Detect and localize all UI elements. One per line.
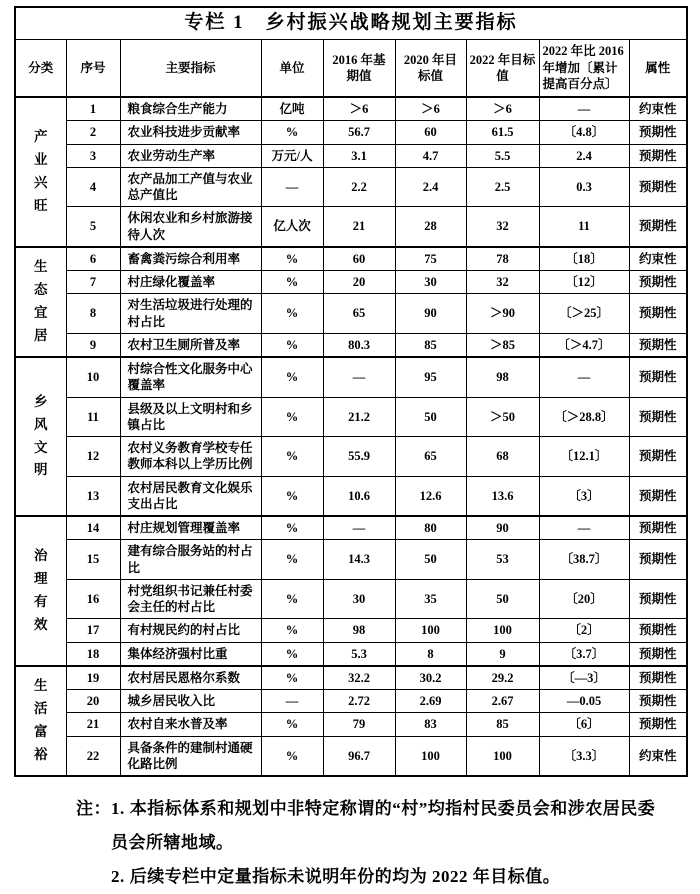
category-label: 治理有效 [34,548,48,632]
attribute-cell: 预期性 [629,690,687,713]
attribute-cell: 预期性 [629,713,687,736]
v2022-cell: 50 [466,579,539,619]
table-row [15,516,687,540]
increase-cell: — [539,97,629,121]
indicator-cell: 有村规民约的村占比 [120,619,261,642]
unit-cell: % [261,579,323,619]
v2020-cell: 4.7 [395,144,466,167]
unit-cell: % [261,540,323,580]
attribute-cell: 预期性 [629,579,687,619]
no-cell: 5 [66,207,120,247]
table-row [15,540,687,580]
v2016-cell: 65 [323,294,395,334]
no-cell: 13 [66,476,120,516]
v2016-cell: 98 [323,619,395,642]
increase-cell: 〔2〕 [539,619,629,642]
increase-cell: 0.3 [539,167,629,207]
no-cell: 3 [66,144,120,167]
unit-cell: % [261,294,323,334]
indicator-cell: 畜禽粪污综合利用率 [120,247,261,271]
unit-cell: — [261,690,323,713]
v2016-cell: 79 [323,713,395,736]
table-row [15,397,687,437]
attribute-cell: 预期性 [629,207,687,247]
notes-list [111,792,667,894]
increase-cell: 〔—3〕 [539,666,629,690]
increase-cell: — [539,357,629,397]
col-header-2016-base: 2016 年基期值 [323,39,395,97]
indicator-cell: 农业劳动生产率 [120,144,261,167]
v2020-cell: 100 [395,619,466,642]
no-cell: 15 [66,540,120,580]
indicator-cell: 建有综合服务站的村占比 [120,540,261,580]
unit-cell: % [261,516,323,540]
indicator-cell: 农村居民教育文化娱乐支出占比 [120,476,261,516]
unit-cell: 亿吨 [261,97,323,121]
indicator-cell: 村党组织书记兼任村委会主任的村占比 [120,579,261,619]
v2022-cell: 85 [466,713,539,736]
category-label: 乡风文明 [34,393,48,478]
attribute-cell: 约束性 [629,97,687,121]
v2016-cell: — [323,357,395,397]
v2016-cell: 96.7 [323,736,395,776]
increase-cell: 〔6〕 [539,713,629,736]
v2020-cell: 85 [395,333,466,357]
v2022-cell: 53 [466,540,539,580]
unit-cell: % [261,713,323,736]
v2022-cell: 100 [466,736,539,776]
v2020-cell: 90 [395,294,466,334]
v2016-cell: 21 [323,207,395,247]
v2016-cell: 2.2 [323,167,395,207]
table-row [15,476,687,516]
v2016-cell: 60 [323,247,395,271]
indicator-cell: 城乡居民收入比 [120,690,261,713]
unit-cell: % [261,271,323,294]
v2016-cell: 2.72 [323,690,395,713]
category-label: 生活富裕 [34,678,48,762]
unit-cell: % [261,247,323,271]
no-cell: 11 [66,397,120,437]
attribute-cell: 预期性 [629,294,687,334]
v2020-cell: 65 [395,437,466,477]
no-cell: 6 [66,247,120,271]
increase-cell: 2.4 [539,144,629,167]
table-row [15,207,687,247]
attribute-cell: 约束性 [629,736,687,776]
table-row [15,736,687,776]
col-header-unit: 单位 [261,39,323,97]
v2020-cell: 8 [395,642,466,666]
table-row [15,271,687,294]
v2016-cell: 55.9 [323,437,395,477]
title-row [15,7,687,39]
v2020-cell: 12.6 [395,476,466,516]
note-number: 1. [111,799,125,818]
v2016-cell: 20 [323,271,395,294]
v2022-cell: 29.2 [466,666,539,690]
v2020-cell: 95 [395,357,466,397]
indicators-table [14,6,688,777]
table-row [15,437,687,477]
no-cell: 12 [66,437,120,477]
table-row [15,333,687,357]
v2022-cell: 2.67 [466,690,539,713]
header-row [15,39,687,97]
v2022-cell: 2.5 [466,167,539,207]
no-cell: 7 [66,271,120,294]
v2016-cell: 3.1 [323,144,395,167]
v2016-cell: 5.3 [323,642,395,666]
col-header-indicator: 主要指标 [120,39,261,97]
table-row [15,690,687,713]
v2020-cell: 30.2 [395,666,466,690]
v2020-cell: 83 [395,713,466,736]
no-cell: 21 [66,713,120,736]
v2016-cell: 80.3 [323,333,395,357]
table-row [15,579,687,619]
attribute-cell: 预期性 [629,397,687,437]
v2016-cell: 56.7 [323,121,395,144]
attribute-cell: 预期性 [629,333,687,357]
unit-cell: % [261,397,323,437]
v2020-cell: 60 [395,121,466,144]
v2020-cell: 50 [395,540,466,580]
no-cell: 16 [66,579,120,619]
unit-cell: % [261,666,323,690]
v2016-cell: 10.6 [323,476,395,516]
col-header-2022-target: 2022 年目标值 [466,39,539,97]
unit-cell: 亿人次 [261,207,323,247]
increase-cell: 〔20〕 [539,579,629,619]
v2020-cell: 2.4 [395,167,466,207]
table-row [15,666,687,690]
category-cell [15,666,66,776]
unit-cell: % [261,437,323,477]
increase-cell: 〔＞28.8〕 [539,397,629,437]
category-label: 生态宜居 [34,259,48,343]
increase-cell: 〔38.7〕 [539,540,629,580]
v2022-cell: 9 [466,642,539,666]
no-cell: 14 [66,516,120,540]
table-row [15,247,687,271]
attribute-cell: 预期性 [629,666,687,690]
table-title: 专栏 1 乡村振兴战略规划主要指标 [15,7,687,39]
indicator-cell: 农产品加工产值与农业总产值比 [120,167,261,207]
v2022-cell: 78 [466,247,539,271]
indicator-cell: 粮食综合生产能力 [120,97,261,121]
increase-cell: 〔3〕 [539,476,629,516]
v2022-cell: 13.6 [466,476,539,516]
category-cell [15,357,66,516]
unit-cell: % [261,357,323,397]
no-cell: 2 [66,121,120,144]
indicator-cell: 农村居民恩格尔系数 [120,666,261,690]
note-text: 后续专栏中定量指标未说明年份的均为 2022 年目标值。 [129,867,561,886]
v2022-cell: 5.5 [466,144,539,167]
v2016-cell: ＞6 [323,97,395,121]
note-item [111,860,667,894]
attribute-cell: 预期性 [629,619,687,642]
v2022-cell: 100 [466,619,539,642]
table-row [15,167,687,207]
indicator-cell: 具备条件的建制村通硬化路比例 [120,736,261,776]
col-header-attribute: 属性 [629,39,687,97]
indicator-cell: 村综合性文化服务中心覆盖率 [120,357,261,397]
v2020-cell: 30 [395,271,466,294]
indicator-cell: 农村义务教育学校专任教师本科以上学历比例 [120,437,261,477]
unit-cell: % [261,121,323,144]
indicator-cell: 集体经济强村比重 [120,642,261,666]
increase-cell: 〔12〕 [539,271,629,294]
table-row [15,294,687,334]
table-row [15,642,687,666]
no-cell: 22 [66,736,120,776]
v2020-cell: 100 [395,736,466,776]
no-cell: 19 [66,666,120,690]
increase-cell: —0.05 [539,690,629,713]
v2022-cell: 32 [466,271,539,294]
no-cell: 8 [66,294,120,334]
v2016-cell: 21.2 [323,397,395,437]
v2022-cell: 98 [466,357,539,397]
v2016-cell: — [323,516,395,540]
indicator-cell: 休闲农业和乡村旅游接待人次 [120,207,261,247]
indicator-cell: 村庄规划管理覆盖率 [120,516,261,540]
attribute-cell: 预期性 [629,476,687,516]
increase-cell: — [539,516,629,540]
indicator-cell: 农村自来水普及率 [120,713,261,736]
attribute-cell: 预期性 [629,642,687,666]
col-header-category: 分类 [15,39,66,97]
indicator-cell: 农业科技进步贡献率 [120,121,261,144]
attribute-cell: 预期性 [629,357,687,397]
notes-label: 注： [76,799,111,818]
increase-cell: 〔＞4.7〕 [539,333,629,357]
v2020-cell: 75 [395,247,466,271]
v2022-cell: ＞6 [466,97,539,121]
category-cell [15,247,66,357]
col-header-increase: 2022 年比 2016 年增加〔累计提高百分点〕 [539,39,629,97]
increase-cell: 〔＞25〕 [539,294,629,334]
table-row [15,713,687,736]
increase-cell: 〔4.8〕 [539,121,629,144]
unit-cell: % [261,736,323,776]
indicator-cell: 农村卫生厕所普及率 [120,333,261,357]
table-row [15,619,687,642]
attribute-cell: 预期性 [629,540,687,580]
no-cell: 20 [66,690,120,713]
no-cell: 9 [66,333,120,357]
increase-cell: 〔3.3〕 [539,736,629,776]
v2020-cell: 50 [395,397,466,437]
v2020-cell: 2.69 [395,690,466,713]
attribute-cell: 预期性 [629,271,687,294]
unit-cell: — [261,167,323,207]
v2016-cell: 14.3 [323,540,395,580]
no-cell: 17 [66,619,120,642]
attribute-cell: 预期性 [629,167,687,207]
unit-cell: % [261,642,323,666]
indicator-cell: 对生活垃圾进行处理的村占比 [120,294,261,334]
increase-cell: 〔18〕 [539,247,629,271]
v2022-cell: ＞85 [466,333,539,357]
v2022-cell: ＞90 [466,294,539,334]
attribute-cell: 预期性 [629,516,687,540]
note-text: 本指标体系和规划中非特定称谓的“村”均指村民委员会和涉农居民委员会所辖地域。 [111,799,656,852]
table-row [15,121,687,144]
col-header-number: 序号 [66,39,120,97]
table-row [15,144,687,167]
v2022-cell: 68 [466,437,539,477]
v2020-cell: ＞6 [395,97,466,121]
unit-cell: % [261,476,323,516]
v2020-cell: 35 [395,579,466,619]
indicator-cell: 县级及以上文明村和乡镇占比 [120,397,261,437]
increase-cell: 〔12.1〕 [539,437,629,477]
v2020-cell: 28 [395,207,466,247]
increase-cell: 11 [539,207,629,247]
attribute-cell: 约束性 [629,247,687,271]
no-cell: 18 [66,642,120,666]
no-cell: 4 [66,167,120,207]
notes-section [76,792,686,894]
v2022-cell: 61.5 [466,121,539,144]
v2022-cell: 90 [466,516,539,540]
table-body [15,97,687,776]
attribute-cell: 预期性 [629,121,687,144]
v2022-cell: ＞50 [466,397,539,437]
v2022-cell: 32 [466,207,539,247]
v2020-cell: 80 [395,516,466,540]
attribute-cell: 预期性 [629,144,687,167]
v2016-cell: 30 [323,579,395,619]
v2016-cell: 32.2 [323,666,395,690]
note-number: 2. [111,867,125,886]
category-label: 产业兴旺 [34,129,48,213]
note-item [111,792,667,860]
unit-cell: % [261,333,323,357]
table-row [15,357,687,397]
no-cell: 10 [66,357,120,397]
indicator-cell: 村庄绿化覆盖率 [120,271,261,294]
increase-cell: 〔3.7〕 [539,642,629,666]
category-cell [15,516,66,666]
col-header-2020-target: 2020 年目标值 [395,39,466,97]
unit-cell: 万元/人 [261,144,323,167]
attribute-cell: 预期性 [629,437,687,477]
no-cell: 1 [66,97,120,121]
table-row [15,97,687,121]
unit-cell: % [261,619,323,642]
category-cell [15,97,66,247]
